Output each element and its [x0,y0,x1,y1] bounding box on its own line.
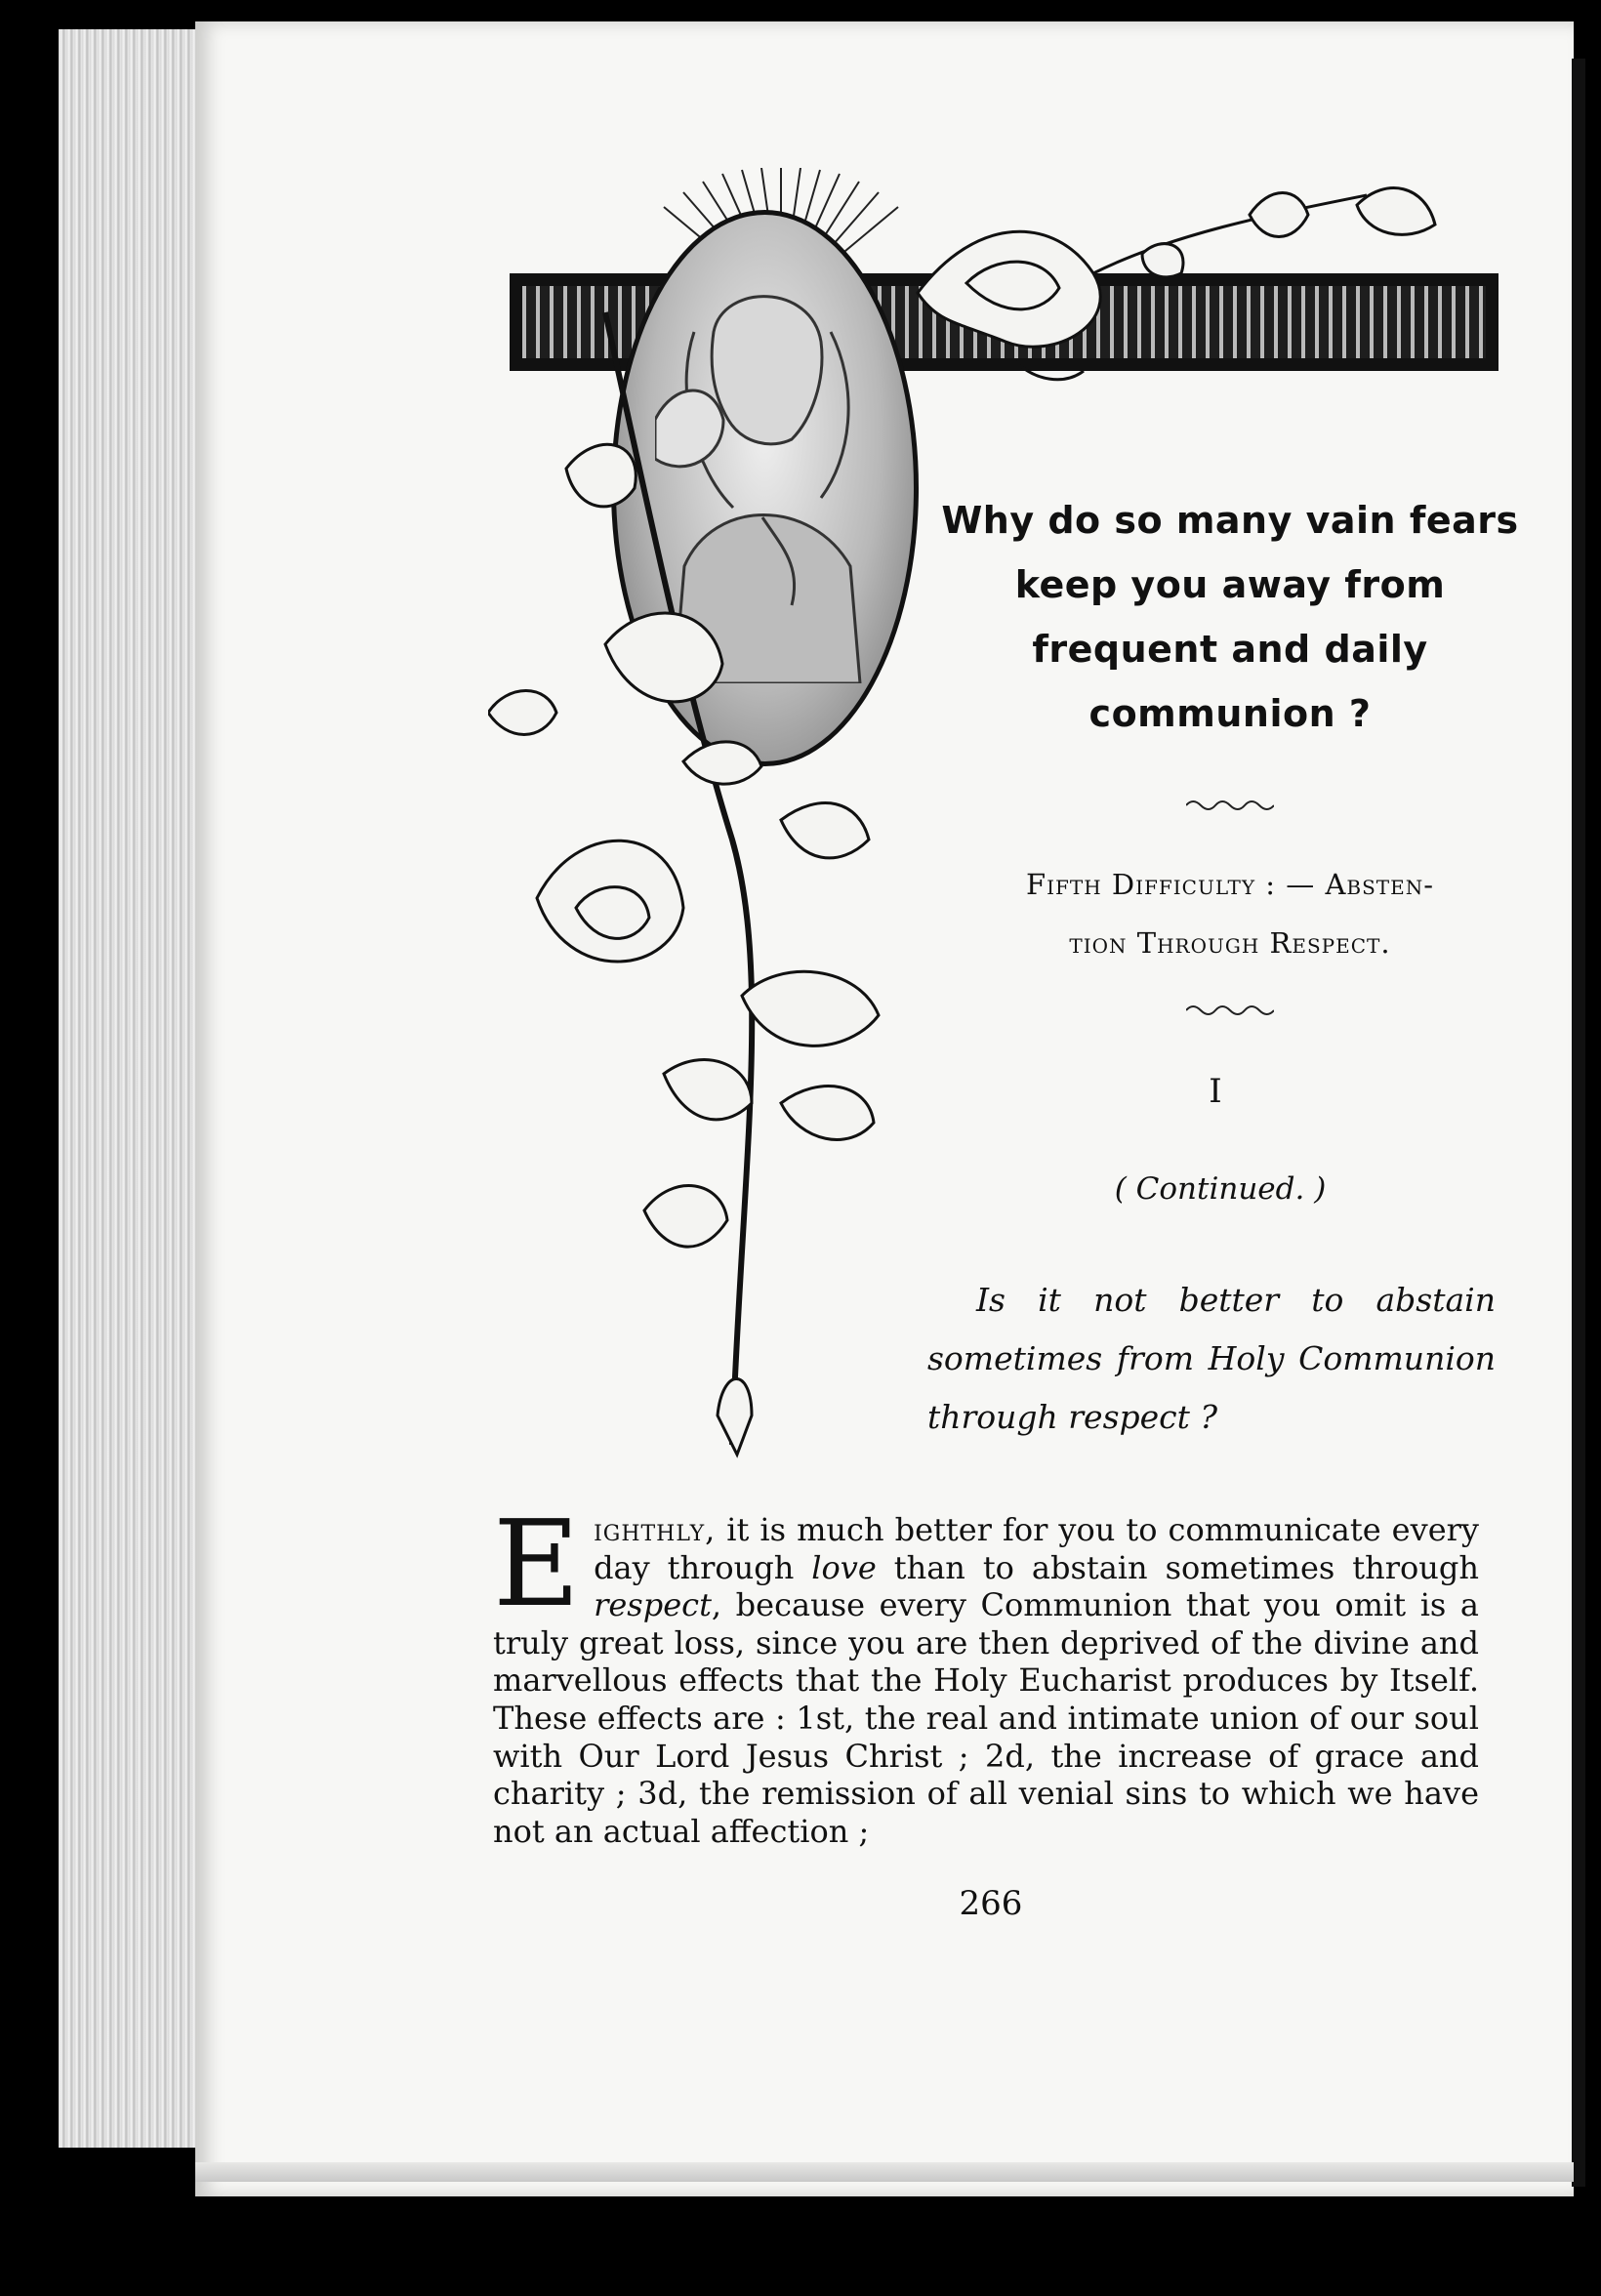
difficulty-line-2: tion Through Respect. [1069,926,1391,960]
difficulty-heading [937,855,1523,972]
facing-page-edge [1572,59,1585,2187]
body-text-part-1: it is much better for you to communicate every day through [594,1511,1479,1586]
title-line-1: Why do so many vain fears [941,499,1519,542]
body-paragraph [493,1495,1480,1850]
title-line-4: communion ? [1088,692,1372,735]
body-text-part-2: than to abstain sometimes through [876,1548,1480,1586]
difficulty-line-1: Fifth Difficulty : — Absten- [1025,868,1435,901]
emphasis-love: love [811,1548,877,1586]
section-number: I [1209,1072,1222,1111]
squiggle-divider-2 [1186,1001,1274,1020]
lead-in-word: ighthly, [594,1511,717,1548]
rose-vine-illustration [488,293,898,1464]
roses-top-right-illustration [898,176,1464,400]
drop-cap: E [493,1495,581,1633]
question-text: Is it not better to abstain sometimes from Holy Communion through respect ? [927,1281,1496,1436]
emphasis-respect: respect [594,1586,712,1624]
body-text-part-3: , because every Communion that you omit is a truly great loss, since you are then deprived of the divine and marvellous effects that the Holy Eucharist produces by Itself. These effects are : 1st, the real and intimate union of our soul with Our Lord Jesus Christ ; 2d, the increase of grace and charity ; 3d, the remission of all venial sins to which we have not an actual affection ; [493,1586,1479,1850]
page-bottom-shadow [195,2162,1574,2182]
title-line-3: frequent and daily [1032,628,1428,671]
title-line-2: keep you away from [1014,563,1446,606]
squiggle-divider-1 [1186,796,1274,815]
chapter-title [932,488,1528,746]
continued-label: ( Continued. ) [1114,1171,1327,1207]
page-number: 266 [959,1884,1023,1923]
